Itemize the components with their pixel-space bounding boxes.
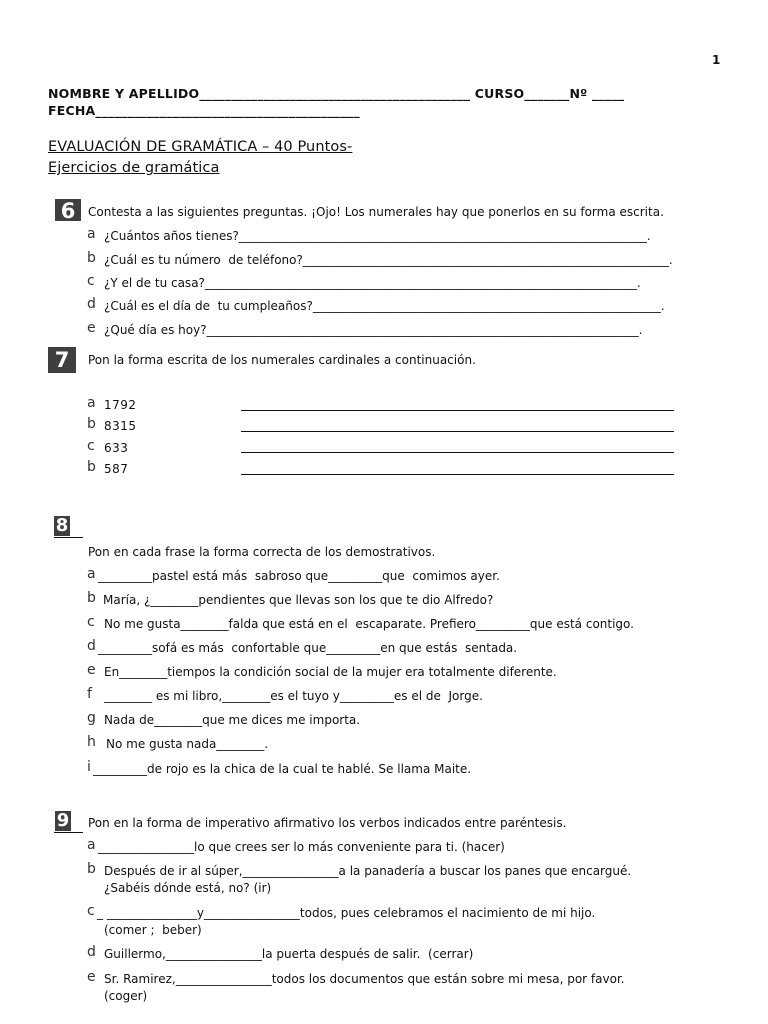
page-subtitle: Ejercicios de gramática bbox=[48, 160, 220, 176]
question-text: ¿Cuál es el día de tu cumpleaños?__________________________________________________________. bbox=[104, 299, 665, 313]
item-letter: e bbox=[87, 969, 96, 985]
item-letter: i bbox=[87, 759, 91, 775]
item-letter: c bbox=[87, 614, 95, 630]
answer-line bbox=[241, 431, 674, 432]
name-course-line: NOMBRE Y APELLIDO__________________________________________ CURSO_______Nº _____ bbox=[48, 86, 625, 101]
exercise-9-title-line bbox=[54, 832, 83, 833]
numeral-value: 633 bbox=[104, 441, 129, 455]
sentence-text: _________sofá es más confortable que_________en que estás sentada. bbox=[98, 641, 518, 655]
item-letter: e bbox=[87, 320, 96, 336]
exercise-8-instruction: Pon en cada frase la forma correcta de los demostrativos. bbox=[88, 545, 436, 559]
item-letter: b bbox=[87, 590, 96, 606]
sentence-text: Sr. Ramirez,________________todos los documentos que están sobre mi mesa, por favor. bbox=[104, 972, 625, 986]
sentence-text: En________tiempos la condición social de la mujer era totalmente diferente. bbox=[104, 665, 557, 679]
item-letter: b bbox=[87, 250, 96, 266]
item-letter: b bbox=[87, 861, 96, 877]
sentence-continuation: ¿Sabéis dónde está, no? (ir) bbox=[104, 881, 272, 895]
exercise-7-badge: 7 bbox=[48, 347, 76, 373]
sentence-continuation: (comer ; beber) bbox=[104, 923, 202, 937]
sentence-text: Después de ir al súper,________________a la panadería a buscar los panes que encargué. bbox=[104, 864, 632, 878]
numeral-value: 1792 bbox=[104, 398, 137, 412]
question-text: ¿Cuántos años tienes?____________________________________________________________________. bbox=[104, 229, 651, 243]
exercise-6-badge: 6 bbox=[55, 199, 81, 221]
exercise-8-badge: 8 bbox=[55, 515, 69, 536]
item-letter: f bbox=[87, 686, 92, 702]
sentence-text: María, ¿________pendientes que llevas son los que te dio Alfredo? bbox=[103, 593, 494, 607]
question-text: ¿Qué día es hoy?________________________________________________________________________. bbox=[104, 323, 643, 337]
date-line: FECHA_________________________________________ bbox=[48, 103, 360, 118]
item-letter: d bbox=[87, 296, 96, 312]
answer-line bbox=[241, 474, 674, 475]
item-letter: d bbox=[87, 638, 96, 654]
answer-line bbox=[241, 452, 674, 453]
item-letter: a bbox=[87, 226, 96, 242]
item-letter: b bbox=[87, 459, 96, 475]
item-letter: c bbox=[87, 273, 95, 289]
item-letter: a bbox=[87, 395, 96, 411]
sentence-text: _________pastel está más sabroso que_________que comimos ayer. bbox=[98, 569, 500, 583]
exercise-7-instruction: Pon la forma escrita de los numerales cardinales a continuación. bbox=[88, 353, 476, 367]
sentence-text: ________ es mi libro,________es el tuyo y_________es el de Jorge. bbox=[104, 689, 483, 703]
exercise-9-instruction: Pon en la forma de imperativo afirmativo los verbos indicados entre paréntesis. bbox=[88, 816, 567, 830]
item-letter: a bbox=[87, 837, 96, 853]
question-text: ¿Y el de tu casa?________________________________________________________________________. bbox=[104, 276, 641, 290]
item-letter: c bbox=[87, 438, 95, 454]
exercise-9-badge: 9 bbox=[56, 810, 70, 831]
item-letter: d bbox=[87, 944, 96, 960]
sentence-text: Nada de________que me dices me importa. bbox=[104, 713, 361, 727]
numeral-value: 587 bbox=[104, 462, 129, 476]
item-letter: a bbox=[87, 566, 96, 582]
item-letter: c bbox=[87, 903, 95, 919]
sentence-continuation: (coger) bbox=[104, 989, 148, 1003]
sentence-text: No me gusta________falda que está en el escaparate. Prefiero_________que está contigo. bbox=[104, 617, 634, 631]
sentence-text: ________________lo que crees ser lo más conveniente para ti. (hacer) bbox=[98, 840, 505, 854]
numeral-value: 8315 bbox=[104, 419, 137, 433]
item-letter: g bbox=[87, 710, 96, 726]
sentence-text: _ _______________y________________todos, pues celebramos el nacimiento de mi hijo. bbox=[97, 906, 596, 920]
sentence-text: _________de rojo es la chica de la cual te hablé. Se llama Maite. bbox=[93, 762, 472, 776]
exercise-8-title-line bbox=[54, 537, 83, 538]
page-number: 1 bbox=[712, 53, 721, 67]
sentence-text: Guillermo,________________la puerta después de salir. (cerrar) bbox=[104, 947, 474, 961]
page-title: EVALUACIÓN DE GRAMÁTICA – 40 Puntos- bbox=[48, 139, 353, 155]
answer-line bbox=[241, 410, 674, 411]
item-letter: b bbox=[87, 416, 96, 432]
item-letter: e bbox=[87, 662, 96, 678]
exercise-6-instruction: Contesta a las siguientes preguntas. ¡Ojo! Los numerales hay que ponerlos en su forma escrita. bbox=[88, 205, 664, 219]
sentence-text: No me gusta nada________. bbox=[106, 737, 269, 751]
question-text: ¿Cuál es tu número de teléfono?_____________________________________________________________. bbox=[104, 253, 673, 267]
item-letter: h bbox=[87, 734, 96, 750]
